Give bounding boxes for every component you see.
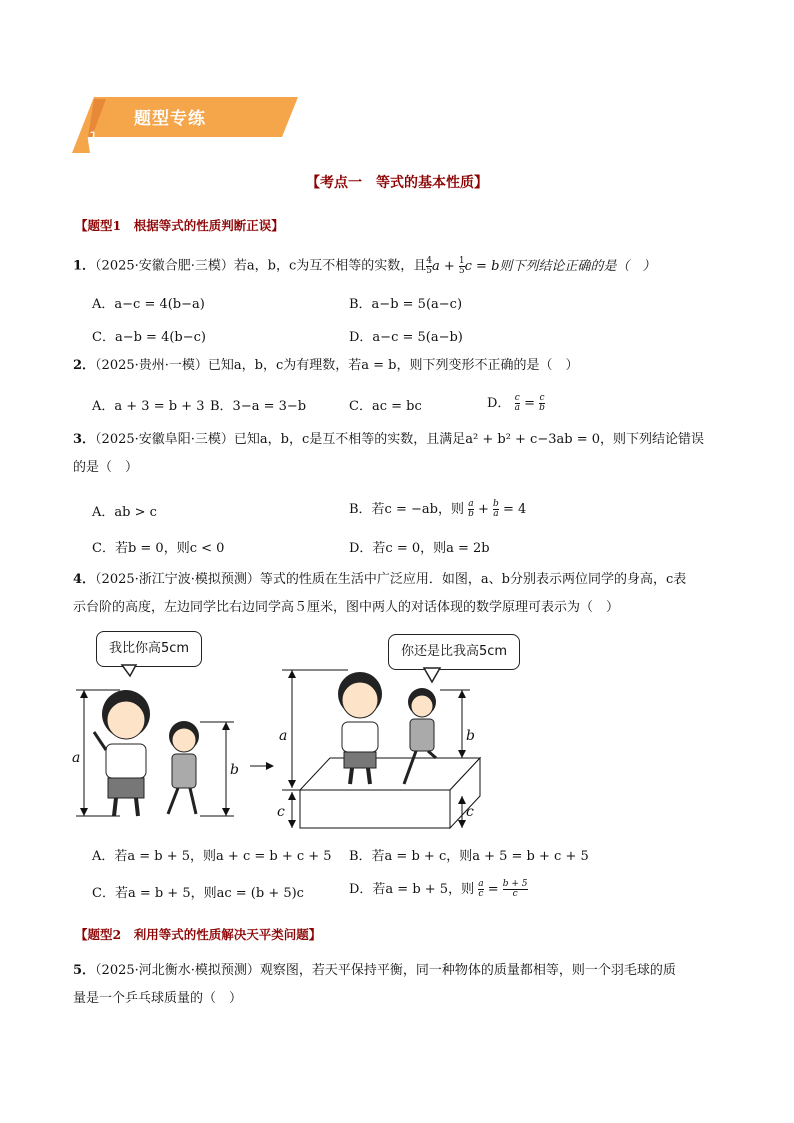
- q3-number: 3．: [73, 432, 96, 447]
- label-c-left: c: [277, 804, 285, 820]
- question-5: [73, 957, 733, 1013]
- label-a-right: a: [279, 728, 288, 744]
- q3-stem2: 的是（ ）: [73, 460, 139, 475]
- question-4: [73, 566, 733, 622]
- q1-option-d[interactable]: D．a−c = 5(a−b): [349, 330, 463, 345]
- banner-number: 1: [89, 130, 98, 146]
- q3-b-prefix: B．若c = −ab，则: [349, 502, 464, 517]
- q3-option-c[interactable]: C．若b = 0，则c < 0: [92, 541, 225, 556]
- q2-d-right-den: b: [539, 403, 545, 413]
- q4-number: 4．: [73, 572, 96, 587]
- q2-number: 2．: [73, 358, 96, 373]
- q2-d-prefix: D．: [487, 396, 511, 411]
- q2-d-left-den: a: [514, 403, 520, 413]
- q1-option-c[interactable]: C．a−b = 4(b−c): [92, 330, 206, 345]
- q1-frac1-den: 5: [426, 265, 432, 276]
- q1-frac2-num: 1: [458, 255, 465, 266]
- q5-number: 5．: [73, 963, 96, 978]
- q5-stem: （2025·河北衡水·模拟预测）观察图，若天平保持平衡，同一种物体的质量都相等，则一个羽毛球的质: [95, 963, 676, 978]
- q1-stem-tail: a + $\frac{1}{5}$ c = b则下列结论正确的是（ ）: [431, 255, 656, 276]
- q2-d-left-num: c: [514, 393, 520, 403]
- q1-frac1-num: 4: [426, 255, 432, 266]
- q2-option-a[interactable]: A．a + 3 = b + 3: [92, 399, 205, 414]
- q4-d-frac-num: b + 5: [502, 879, 528, 889]
- label-b-left: b: [230, 762, 239, 778]
- label-a-left: a: [72, 750, 81, 766]
- girl-figure-left: [168, 721, 199, 814]
- banner-title: 题型专练: [134, 109, 206, 129]
- q1-number: 1．: [73, 258, 96, 274]
- q4-option-a[interactable]: A．若a = b + 5，则a + c = b + c + 5: [92, 849, 332, 864]
- q1-option-b[interactable]: B．a−b = 5(a−c): [349, 297, 463, 312]
- type2-heading: 【题型2 利用等式的性质解决天平类问题】: [75, 927, 322, 942]
- q4-stem2: 示台阶的高度，左边同学比右边同学高５厘米，图中两人的对话体现的数学原理可表示为（ ）: [73, 600, 620, 615]
- q3-option-a[interactable]: A．ab > c: [92, 505, 157, 520]
- q1-stem: （2025·安徽合肥·三模）若a，b，c为互不相等的实数，且: [95, 258, 427, 274]
- q2-stem: （2025·贵州·一模）已知a，b，c为有理数，若a = b，则下列变形不正确的是（ ）: [95, 358, 579, 373]
- type1-heading: 【题型1 根据等式的性质判断正误】: [75, 218, 284, 233]
- q5-stem2: 量是一个乒乓球质量的（ ）: [73, 991, 243, 1006]
- q1-frac2-den: 5: [458, 265, 465, 276]
- q4-option-c[interactable]: C．若a = b + 5，则ac = (b + 5)c: [92, 886, 304, 901]
- speech-bubble-right: 你还是比我高5cm: [388, 634, 520, 670]
- speech-bubble-left: 我比你高5cm: [96, 631, 202, 667]
- q4-d-prefix: D．若a = b + 5，则: [349, 882, 475, 897]
- q3-option-d[interactable]: D．若c = 0，则a = 2b: [349, 541, 490, 556]
- question-2: [73, 352, 733, 380]
- q3-b-suffix: = 4: [502, 502, 527, 517]
- q3-stem: （2025·安徽阜阳·三模）已知a，b，c是互不相等的实数，且满足a² + b² + c−3ab = 0，则下列结论错误: [95, 432, 705, 447]
- question-1: [73, 252, 733, 281]
- q2-option-c[interactable]: C．ac = bc: [349, 399, 422, 414]
- q1-option-a[interactable]: A．a−c = 4(b−a): [92, 297, 205, 312]
- boy-figure-right: [338, 672, 382, 784]
- question-3: [73, 426, 733, 482]
- q4-option-b[interactable]: B．若a = b + c，则a + 5 = b + c + 5: [349, 849, 589, 864]
- q3-option-b[interactable]: B．若c = −ab，则 $\frac{a}{b}$ + $\frac{b}{a}$ = 4: [349, 499, 527, 519]
- q2-option-b[interactable]: B．3−a = 3−b: [210, 399, 307, 414]
- label-c-right: c: [466, 804, 474, 820]
- section-title: 【考点一 等式的基本性质】: [306, 175, 488, 191]
- q2-d-right-num: c: [539, 393, 545, 403]
- boy-figure-left: [94, 690, 150, 816]
- label-b-right: b: [466, 728, 475, 744]
- q4-option-d[interactable]: D．若a = b + 5，则 $\frac{a}{c}$ = $\frac{b + 5}{c}$: [349, 879, 528, 899]
- q4-stem: （2025·浙江宁波·模拟预测）等式的性质在生活中广泛应用．如图，a、b分别表示两位同学的身高，c表: [95, 572, 687, 587]
- q4-d-frac-den: c: [512, 889, 518, 899]
- q2-option-d[interactable]: D． $\frac{c}{a}$ = $\frac{c}{b}$: [487, 393, 545, 413]
